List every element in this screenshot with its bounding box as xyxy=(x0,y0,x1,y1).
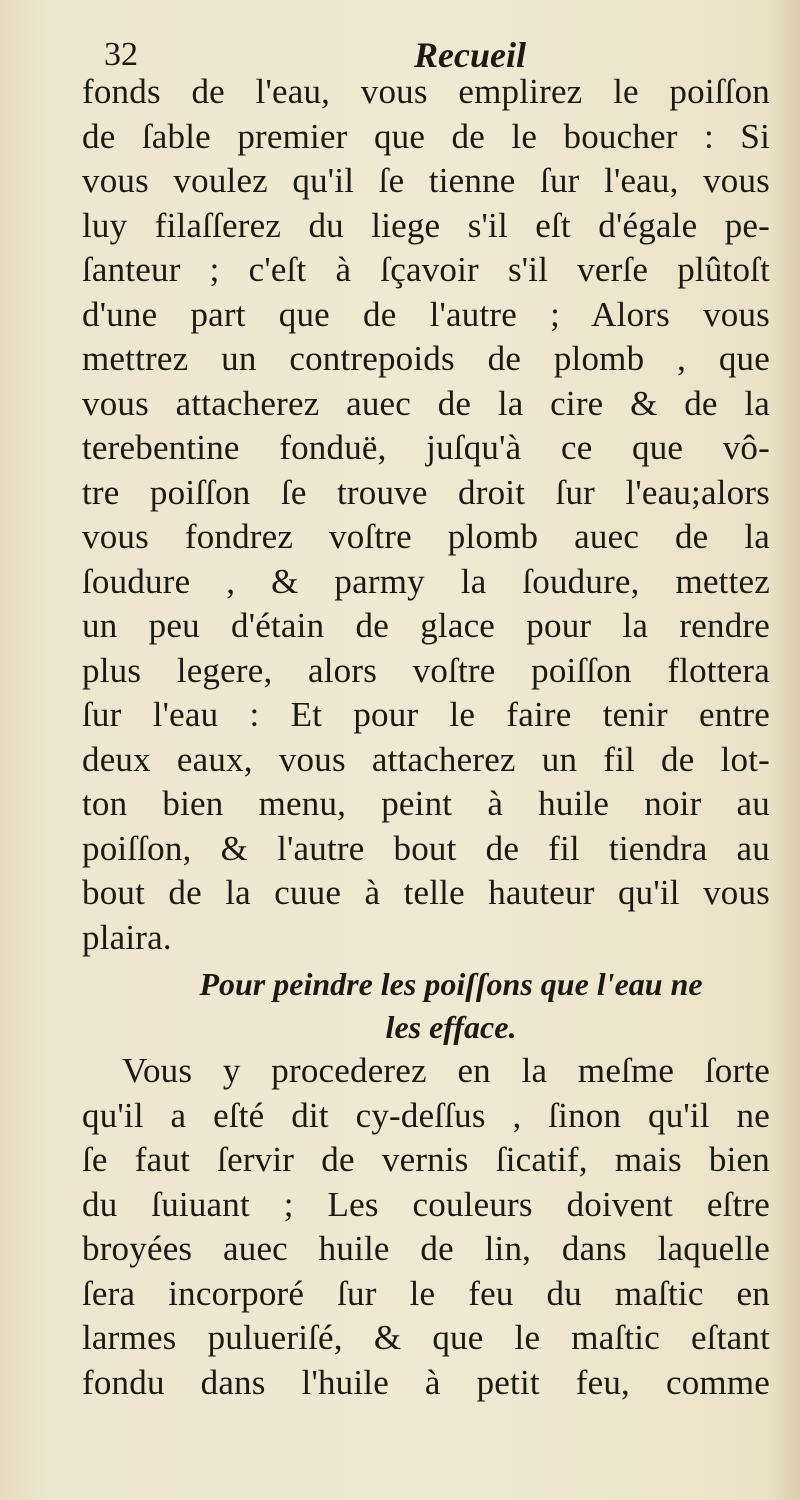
text-line: fondu dans l'huile à petit feu, comme xyxy=(82,1362,770,1402)
text-line: fonds de l'eau, vous emplirez le poiſſon xyxy=(82,72,770,111)
text-line: ſur l'eau : Et pour le faire tenir entre xyxy=(82,695,770,734)
text-line: vous fondrez voſtre plomb auec de la xyxy=(82,517,770,556)
heading-line: Pour peindre les poiſſons que l'eau ne xyxy=(199,966,703,1002)
text-line: deux eaux, vous attacherez un fil de lot- xyxy=(82,739,770,779)
text-line: plus legere, alors voſtre poiſſon flottera xyxy=(82,650,770,690)
text-line: bout de la cuue à telle hauteur qu'il vous xyxy=(82,873,770,912)
page-number: 32 xyxy=(104,36,138,73)
paragraph-2 xyxy=(82,1049,770,1405)
text-line: mettrez un contrepoids de plomb , que xyxy=(82,339,770,378)
text-line: vous attacherez auec de la cire & de la xyxy=(82,383,770,423)
text-line: luy filaſſerez du liege s'il eſt d'égale pe- xyxy=(82,205,770,245)
running-head: Recueil xyxy=(414,35,526,75)
text-line: ton bien menu, peint à huile noir au xyxy=(82,784,770,823)
text-line: d'une part que de l'autre ; Alors vous xyxy=(82,294,770,334)
body-text xyxy=(82,70,770,1405)
text-line: Vous y procederez en la meſme ſorte xyxy=(122,1051,770,1090)
text-line: ſera incorporé ſur le feu du maſtic en xyxy=(82,1273,770,1313)
text-line: broyées auec huile de lin, dans laquelle xyxy=(82,1229,770,1268)
text-line: ſanteur ; c'eſt à ſçavoir s'il verſe plûtoſt xyxy=(82,250,770,289)
text-line: larmes pulueriſé, & que le maſtic eſtant xyxy=(82,1318,770,1357)
heading-line: les efface. xyxy=(385,1009,517,1045)
text-line: tre poiſſon ſe trouve droit ſur l'eau;alors xyxy=(82,472,770,512)
section-heading xyxy=(82,963,770,1049)
text-line: plaira. xyxy=(82,917,172,957)
text-line: du ſuiuant ; Les couleurs doivent eſtre xyxy=(82,1184,770,1224)
text-line: qu'il a eſté dit cy-deſſus , ſinon qu'il ne xyxy=(82,1095,770,1135)
text-line: vous voulez qu'il ſe tienne ſur l'eau, vous xyxy=(82,161,770,200)
text-line: poiſſon, & l'autre bout de fil tiendra au xyxy=(82,828,770,868)
text-line: terebentine fonduë, juſqu'à ce que vô- xyxy=(82,428,770,467)
paragraph-1 xyxy=(82,70,770,960)
text-line: de ſable premier que de le boucher : Si xyxy=(82,116,770,156)
text-line: ſe faut ſervir de vernis ſicatif, mais bien xyxy=(82,1140,770,1179)
text-line: ſoudure , & parmy la ſoudure, mettez xyxy=(82,561,770,601)
text-line: un peu d'étain de glace pour la rendre xyxy=(82,606,770,645)
